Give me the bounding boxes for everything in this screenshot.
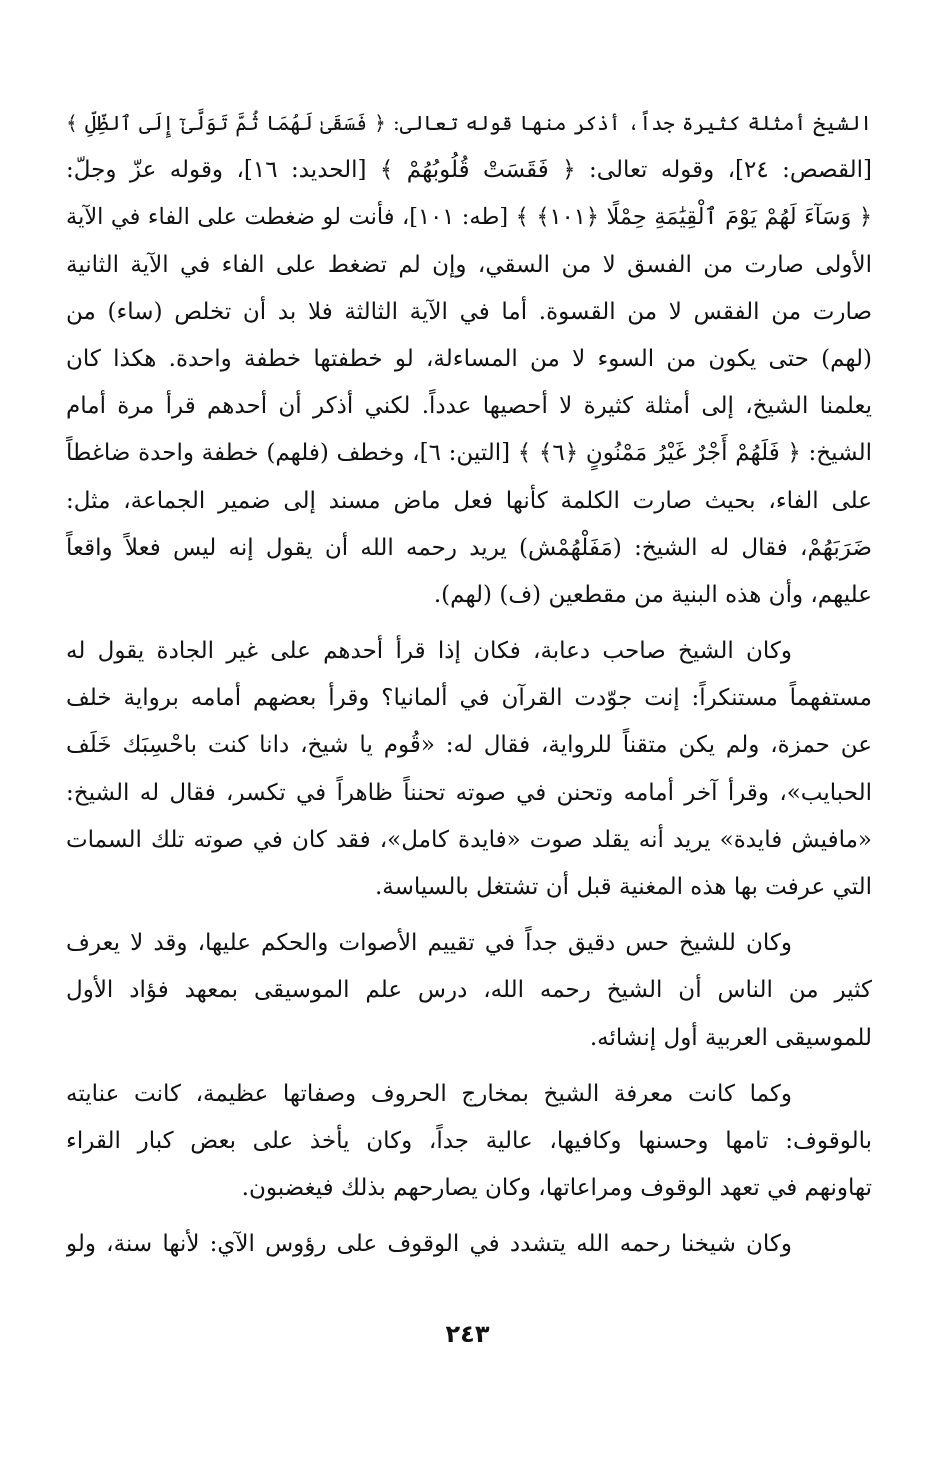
- paragraph-2: [66, 628, 872, 911]
- paragraph-4: [66, 1071, 872, 1213]
- text-line: الأولى صارت من الفسق لا من السقي، وإن لم تضغط على الفاء في الآية الثانية: [66, 251, 872, 278]
- page-body: [66, 100, 872, 1278]
- text-line: عن حمزة، ولم يكن متقناً للرواية، فقال له: «قُوم يا شيخ، دانا كنت باحْسِبَك خَلَف: [66, 732, 872, 759]
- page-number: ٢٤٣: [445, 1320, 490, 1348]
- text-line: «مافيش فايدة» يريد أنه يقلد صوت «فايدة كامل»، فقد كان في صوته تلك السمات: [66, 826, 872, 853]
- text-line: صارت من الفقس لا من القسوة. أما في الآية الثالثة فلا بد أن تخلص (ساء) من: [66, 298, 872, 325]
- text-line: ﴿ وَسَآءَ لَهُمْ يَوْمَ ٱلْقِيَٰمَةِ حِمْلًا ﴿١٠١﴾ ﴾ [طه: ١٠١]، فأنت لو ضغطت على الفاء في الآية: [66, 204, 872, 231]
- text-line: على الفاء، بحيث صارت الكلمة كأنها فعل ماض مسند إلى ضمير الجماعة، مثل:: [66, 487, 872, 514]
- paragraph-5: [66, 1221, 872, 1268]
- text-line: يعلمنا الشيخ، إلى أمثلة كثيرة لا أحصيها عدداً. لكني أذكر أن أحدهم قرأ مرة أمام: [66, 393, 872, 420]
- text-line: الحبايب»، وقرأ آخر أمامه وتحنن في صوته تحنناً ظاهراً في تكسر، فقال له الشيخ:: [66, 779, 872, 806]
- text-line: بالوقوف: تامها وحسنها وكافيها، عالية جداً، وكان يأخذ على بعض كبار القراء: [66, 1127, 872, 1154]
- text-line: وكان للشيخ حس دقيق جداً في تقييم الأصوات والحكم عليها، وقد لا يعرف: [66, 930, 792, 957]
- text-line: تهاونهم في تعهد الوقوف ومراعاتها، وكان يصارحهم بذلك فيغضبون.: [241, 1175, 872, 1202]
- text-line: وكان الشيخ صاحب دعابة، فكان إذا قرأ أحدهم على غير الجادة يقول له: [66, 638, 792, 665]
- text-line: وكما كانت معرفة الشيخ بمخارج الحروف وصفاتها عظيمة، كانت عنايته: [66, 1080, 792, 1107]
- text-line: [القصص: ٢٤]، وقوله تعالى: ﴿ فَقَسَتْ قُلُوبُهُمْ ﴾ [الحديد: ١٦]، وقوله عزّ وجلّ:: [66, 157, 872, 184]
- text-line: للموسيقى العربية أول إنشائه.: [589, 1024, 872, 1051]
- text-line: الشيخ أمثلة كثيرة جداً، أذكر منها قوله تعالى: ﴿ فَسَقَىٰ لَهُمَا ثُمَّ تَوَلَّىٰٓ إِلَى ٱلظِّلِّ ﴾: [66, 111, 872, 135]
- text-line: وكان شيخنا رحمه الله يتشدد في الوقوف على رؤوس الآي: لأنها سنة، ولو: [66, 1231, 792, 1258]
- text-line: الشيخ: ﴿ فَلَهُمْ أَجْرٌ غَيْرُ مَمْنُونٍ ﴿٦﴾ ﴾ [التين: ٦]، وخطف (فلهم) خطفة واحدة ضاغطاً: [66, 440, 872, 467]
- paragraph-1: [66, 100, 872, 619]
- text-line: عليهم، وأن هذه البنية من مقطعين (ف) (لهم).: [433, 581, 872, 608]
- text-line: (لهم) حتى يكون من السوء لا من المساءلة، لو خطفتها خطفة واحدة. هكذا كان: [66, 345, 872, 372]
- text-line: كثير من الناس أن الشيخ رحمه الله، درس علم الموسيقى بمعهد فؤاد الأول: [66, 977, 872, 1004]
- paragraph-3: [66, 920, 872, 1062]
- text-line: ضَرَبَهُمْ، فقال له الشيخ: (مَفَلْهُمْش) يريد رحمه الله أن يقول إنه ليس فعلاً واقعاً: [66, 534, 872, 561]
- text-line: التي عرفت بها هذه المغنية قبل أن تشتغل بالسياسة.: [374, 874, 872, 900]
- text-line: مستفهماً مستنكراً: إنت جوّدت القرآن في ألمانيا؟ وقرأ بعضهم أمامه برواية خلف: [66, 685, 872, 712]
